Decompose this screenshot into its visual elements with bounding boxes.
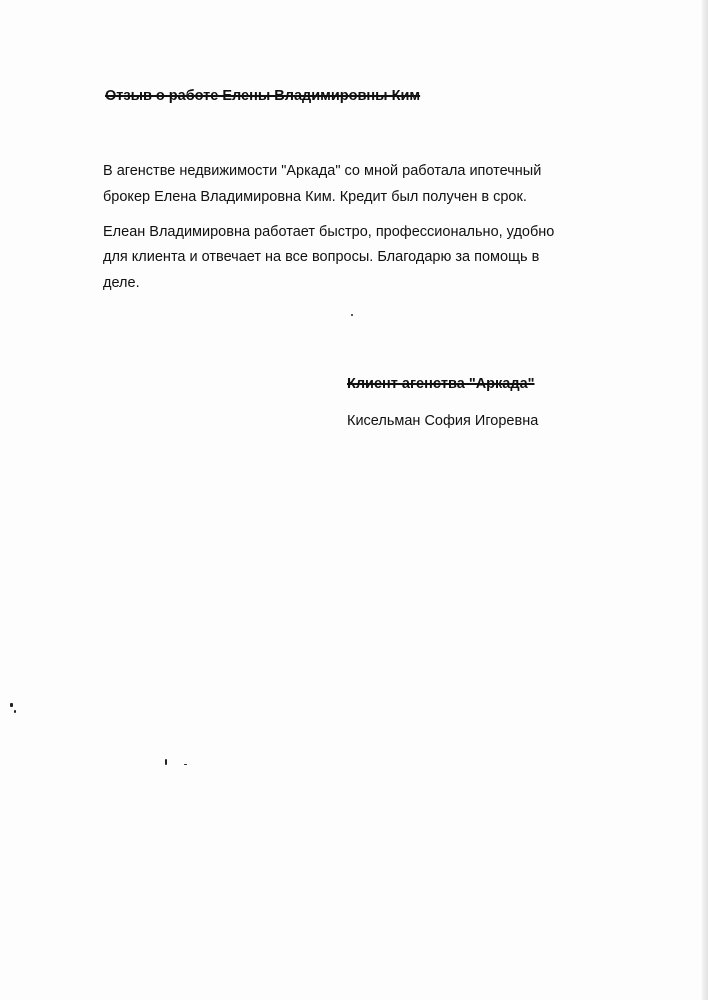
paragraph-2-line-1: Елеан Владимировна работает быстро, профессионально, удобно	[103, 224, 555, 240]
paragraph-2-line-2: для клиента и отвечает на все вопросы. Благодарю за помощь в	[103, 249, 540, 265]
paragraph-1-line-2: брокер Елена Владимировна Ким. Кредит был получен в срок.	[103, 189, 527, 205]
paragraph-2-line-3: деле.	[103, 275, 140, 291]
scan-speck	[351, 314, 353, 316]
scan-speck	[14, 710, 16, 713]
scan-speck	[10, 703, 13, 707]
scan-speck	[165, 759, 167, 765]
paragraph-1-line-1: В агенстве недвижимости "Аркада" со мной работала ипотечный	[103, 163, 542, 179]
signature-organization: Клиент агенства "Аркада"	[347, 376, 535, 392]
signature-name: Кисельман София Игоревна	[347, 413, 539, 429]
scan-speck	[184, 764, 187, 765]
page-edge-shadow	[702, 0, 708, 1000]
document-title: Отзыв о работе Елены Владимировны Ким	[105, 88, 421, 104]
